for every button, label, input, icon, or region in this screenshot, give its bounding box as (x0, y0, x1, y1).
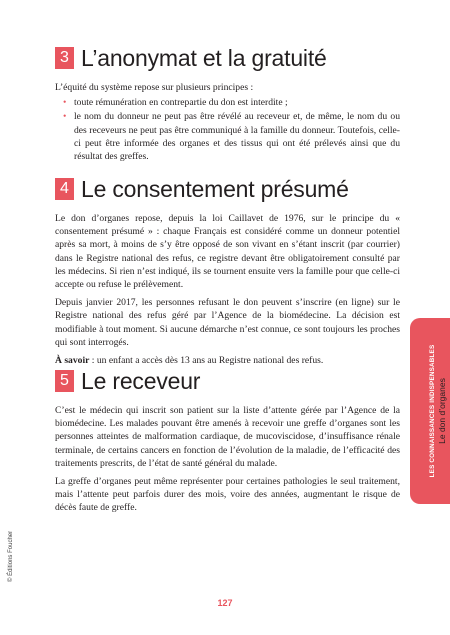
section-title: Le receveur (81, 367, 201, 394)
note-text: : un enfant a accès dès 13 ans au Registre national des refus. (89, 355, 324, 367)
section-consentement (55, 174, 400, 372)
note-label: À savoir (55, 355, 90, 367)
section-heading (55, 174, 400, 204)
paragraph: Depuis janvier 2017, les personnes refusant le don peuvent s’inscrire (en ligne) sur le Registre national des refus géré par l’Agence de la biomédecine. La décision est modifiable à tout moment. Si aucune démarche n’est connue, ce sont toujours les proches qui sont interrogés. (55, 297, 400, 348)
copyright-notice: © Éditions Foucher (8, 530, 14, 582)
list-item-text: toute rémunération en contrepartie du don est interdite ; (74, 97, 288, 109)
section-number-badge: 5 (55, 370, 74, 392)
section-title: L’anonymat et la gratuité (81, 44, 327, 71)
section-number-badge: 4 (55, 178, 74, 200)
list-item-text: le nom du donneur ne peut pas être révélé au receveur et, de même, le nom du ou des receveurs ne peut pas être communiqué à la famille du donneur. Toutefois, celle-ci peut être informée des organes et des tissus qui ont été prélevés ainsi que du résultat des greffes. (74, 111, 400, 163)
page-number: 127 (217, 598, 233, 608)
principles-list (55, 96, 400, 163)
section-title: Le consentement présumé (81, 175, 349, 202)
paragraph: Le don d’organes repose, depuis la loi Caillavet de 1976, sur le principe du « consentement présumé » : chaque Français est considéré comme un donneur potentiel après sa mort, à moins de s’y être opposé de son vivant en s’étant inscrit (par courrier) dans le Registre national des refus, ce registre devant être obligatoirement consulté par les médecins. Si rien n’est indiqué, ils se tournent ensuite vers la famille pour que celle-ci accepte ou refuse le prélèvement. (55, 213, 400, 291)
side-tab-caption: LES CONNAISSANCES INDISPENSABLES (429, 344, 436, 478)
chapter-side-tab (410, 318, 450, 504)
section-heading (55, 366, 400, 396)
bullet-icon: • (63, 111, 67, 123)
side-tab-text (418, 318, 450, 504)
section-heading (55, 43, 400, 73)
paragraph: C’est le médecin qui inscrit son patient sur la liste d’attente gérée par l’Agence de la biomédecine. Les malades pouvant être amenés à recevoir une greffe d’organes sont les personnes atteintes de malformation cardiaque, de mucoviscidose, d’insuffisance rénale terminale, de certains cancers en fonction de l’évolution de la maladie, de l’efficacité des traitements prescrits, de l’état de santé général du malade. (55, 405, 400, 469)
bullet-icon: • (63, 97, 67, 109)
paragraph: La greffe d’organes peut même représenter pour certaines pathologies le seul traitement, mais l’attente peut parfois durer des mois, voire des années, augmentant le risque de décès faute de greffe. (55, 476, 400, 514)
side-tab-subtitle: Le don d’organes (437, 378, 447, 444)
list-item (55, 96, 400, 109)
list-item (55, 110, 400, 163)
section-receveur (55, 366, 400, 520)
section-anonymat (55, 43, 400, 164)
section-number-badge: 3 (55, 47, 74, 69)
section-intro: L’équité du système repose sur plusieurs principes : (55, 82, 254, 93)
